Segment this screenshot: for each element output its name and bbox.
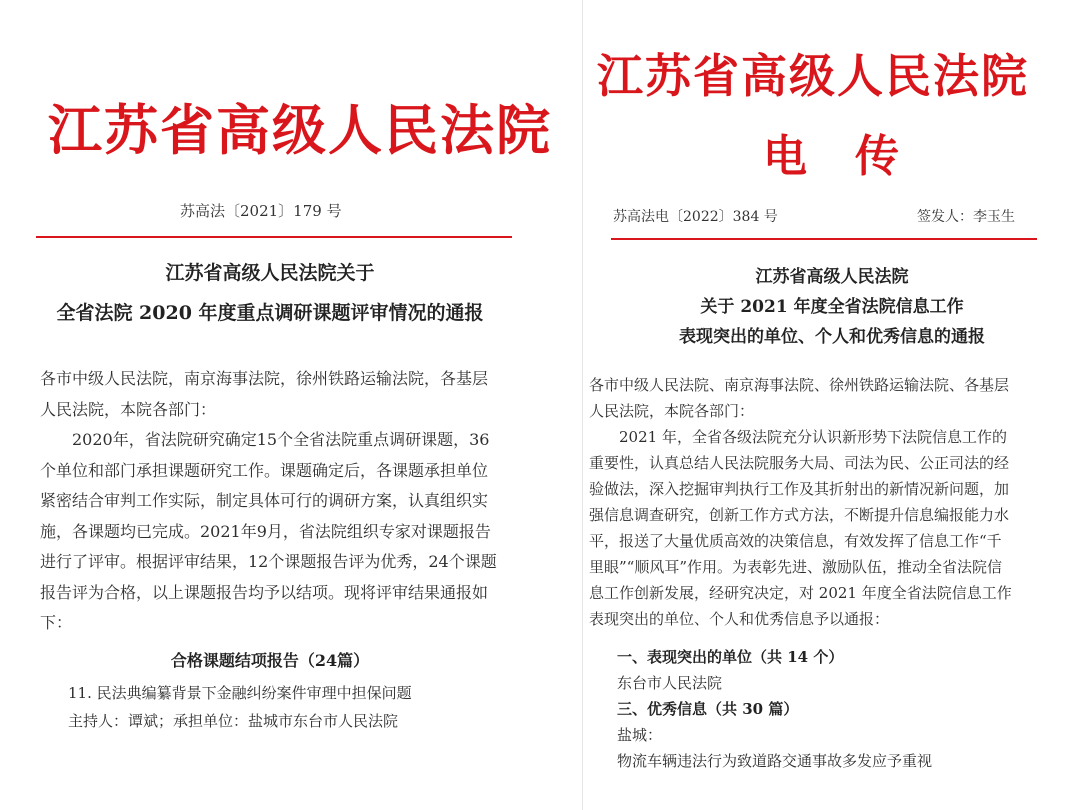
right-title-line3: 表现突出的单位、个人和优秀信息的通报	[679, 327, 985, 347]
right-doc-number: 苏高法电〔2022〕384 号	[613, 209, 778, 225]
left-doc-number: 苏高法〔2021〕179 号	[180, 202, 342, 220]
left-red-header: 江苏省高级人民法院	[48, 99, 552, 162]
right-section3-item: 物流车辆违法行为致道路交通事故多发应予重视	[617, 752, 933, 770]
left-body-line: 报告评为合格，以上课题报告均予以结项。现将评审结果通报如	[40, 582, 489, 602]
left-body-line: 个单位和部门承担课题研究工作。课题确定后，各课题承担单位	[40, 460, 489, 480]
left-item-title: 11. 民法典编纂背景下金融纠纷案件审理中担保问题	[68, 684, 412, 702]
right-section1-item: 东台市人民法院	[617, 674, 723, 692]
right-title-line1: 江苏省高级人民法院	[755, 267, 909, 287]
left-body-line: 紧密结合审判工作实际，制定具体可行的调研方案，认真组织实	[40, 491, 489, 510]
right-red-subheader: 电 传	[763, 131, 901, 182]
left-title-line2: 全省法院 2020 年度重点调研课题评审情况的通报	[56, 302, 484, 324]
left-item-host: 主持人：谭斌；承担单位：盐城市东台市人民法院	[68, 712, 399, 730]
left-body-line: 进行了评审。根据评审结果，12个课题报告评为优秀，24个课题	[40, 552, 497, 571]
right-body-line: 各市中级人民法院、南京海事法院、徐州铁路运输法院、各基层	[589, 376, 1010, 394]
right-signer: 签发人：李玉生	[917, 209, 1015, 225]
left-body-line: 施，各课题均已完成。2021年9月，省法院组织专家对课题报告	[40, 521, 491, 541]
left-body-line: 下：	[40, 613, 73, 632]
right-red-rule	[611, 238, 1037, 240]
right-body-line: 息工作创新发展，经研究决定，对 2021 年度全省法院信息工作	[589, 584, 1012, 602]
right-title-line2: 关于 2021 年度全省法院信息工作	[700, 297, 964, 317]
right-body-line: 里眼”“顺风耳”作用。为表彰先进、激励队伍，推动全省法院信	[589, 558, 1003, 576]
left-title-line1: 江苏省高级人民法院关于	[165, 262, 375, 284]
left-body	[40, 364, 497, 639]
right-body-line: 2021 年，全省各级法院充分认识新形势下法院信息工作的	[589, 428, 1007, 446]
left-body-line: 各市中级人民法院，南京海事法院，徐州铁路运输法院，各基层	[40, 369, 489, 388]
right-body	[589, 372, 1012, 632]
left-body-line: 人民法院，本院各部门：	[40, 399, 217, 419]
left-section-heading: 合格课题结项报告（24篇）	[170, 651, 370, 670]
right-body-line: 强信息调查研究，创新工作方式方法，不断提升信息编报能力水	[589, 506, 1010, 524]
right-red-header: 江苏省高级人民法院	[597, 49, 1029, 103]
right-body-line: 人民法院，本院各部门：	[589, 402, 755, 420]
right-section3-heading: 三、优秀信息（共 30 篇）	[617, 700, 799, 718]
left-red-rule	[36, 236, 512, 238]
right-body-line: 表现突出的单位、个人和优秀信息予以通报：	[589, 610, 890, 628]
right-section1-heading: 一、表现突出的单位（共 14 个）	[617, 648, 844, 666]
right-body-line: 重要性，认真总结人民法院服务大局、司法为民、公正司法的经	[589, 454, 1010, 472]
right-body-line: 验做法，深入挖掘审判执行工作及其折射出的新情况新问题，加	[589, 480, 1010, 498]
left-body-line: 2020年，省法院研究确定15个全省法院重点调研课题，36	[40, 430, 490, 449]
right-body-line: 平，报送了大量优质高效的决策信息，有效发挥了信息工作“千	[589, 532, 1002, 550]
right-section3-region: 盐城：	[617, 726, 663, 744]
right-document	[582, 0, 1080, 810]
